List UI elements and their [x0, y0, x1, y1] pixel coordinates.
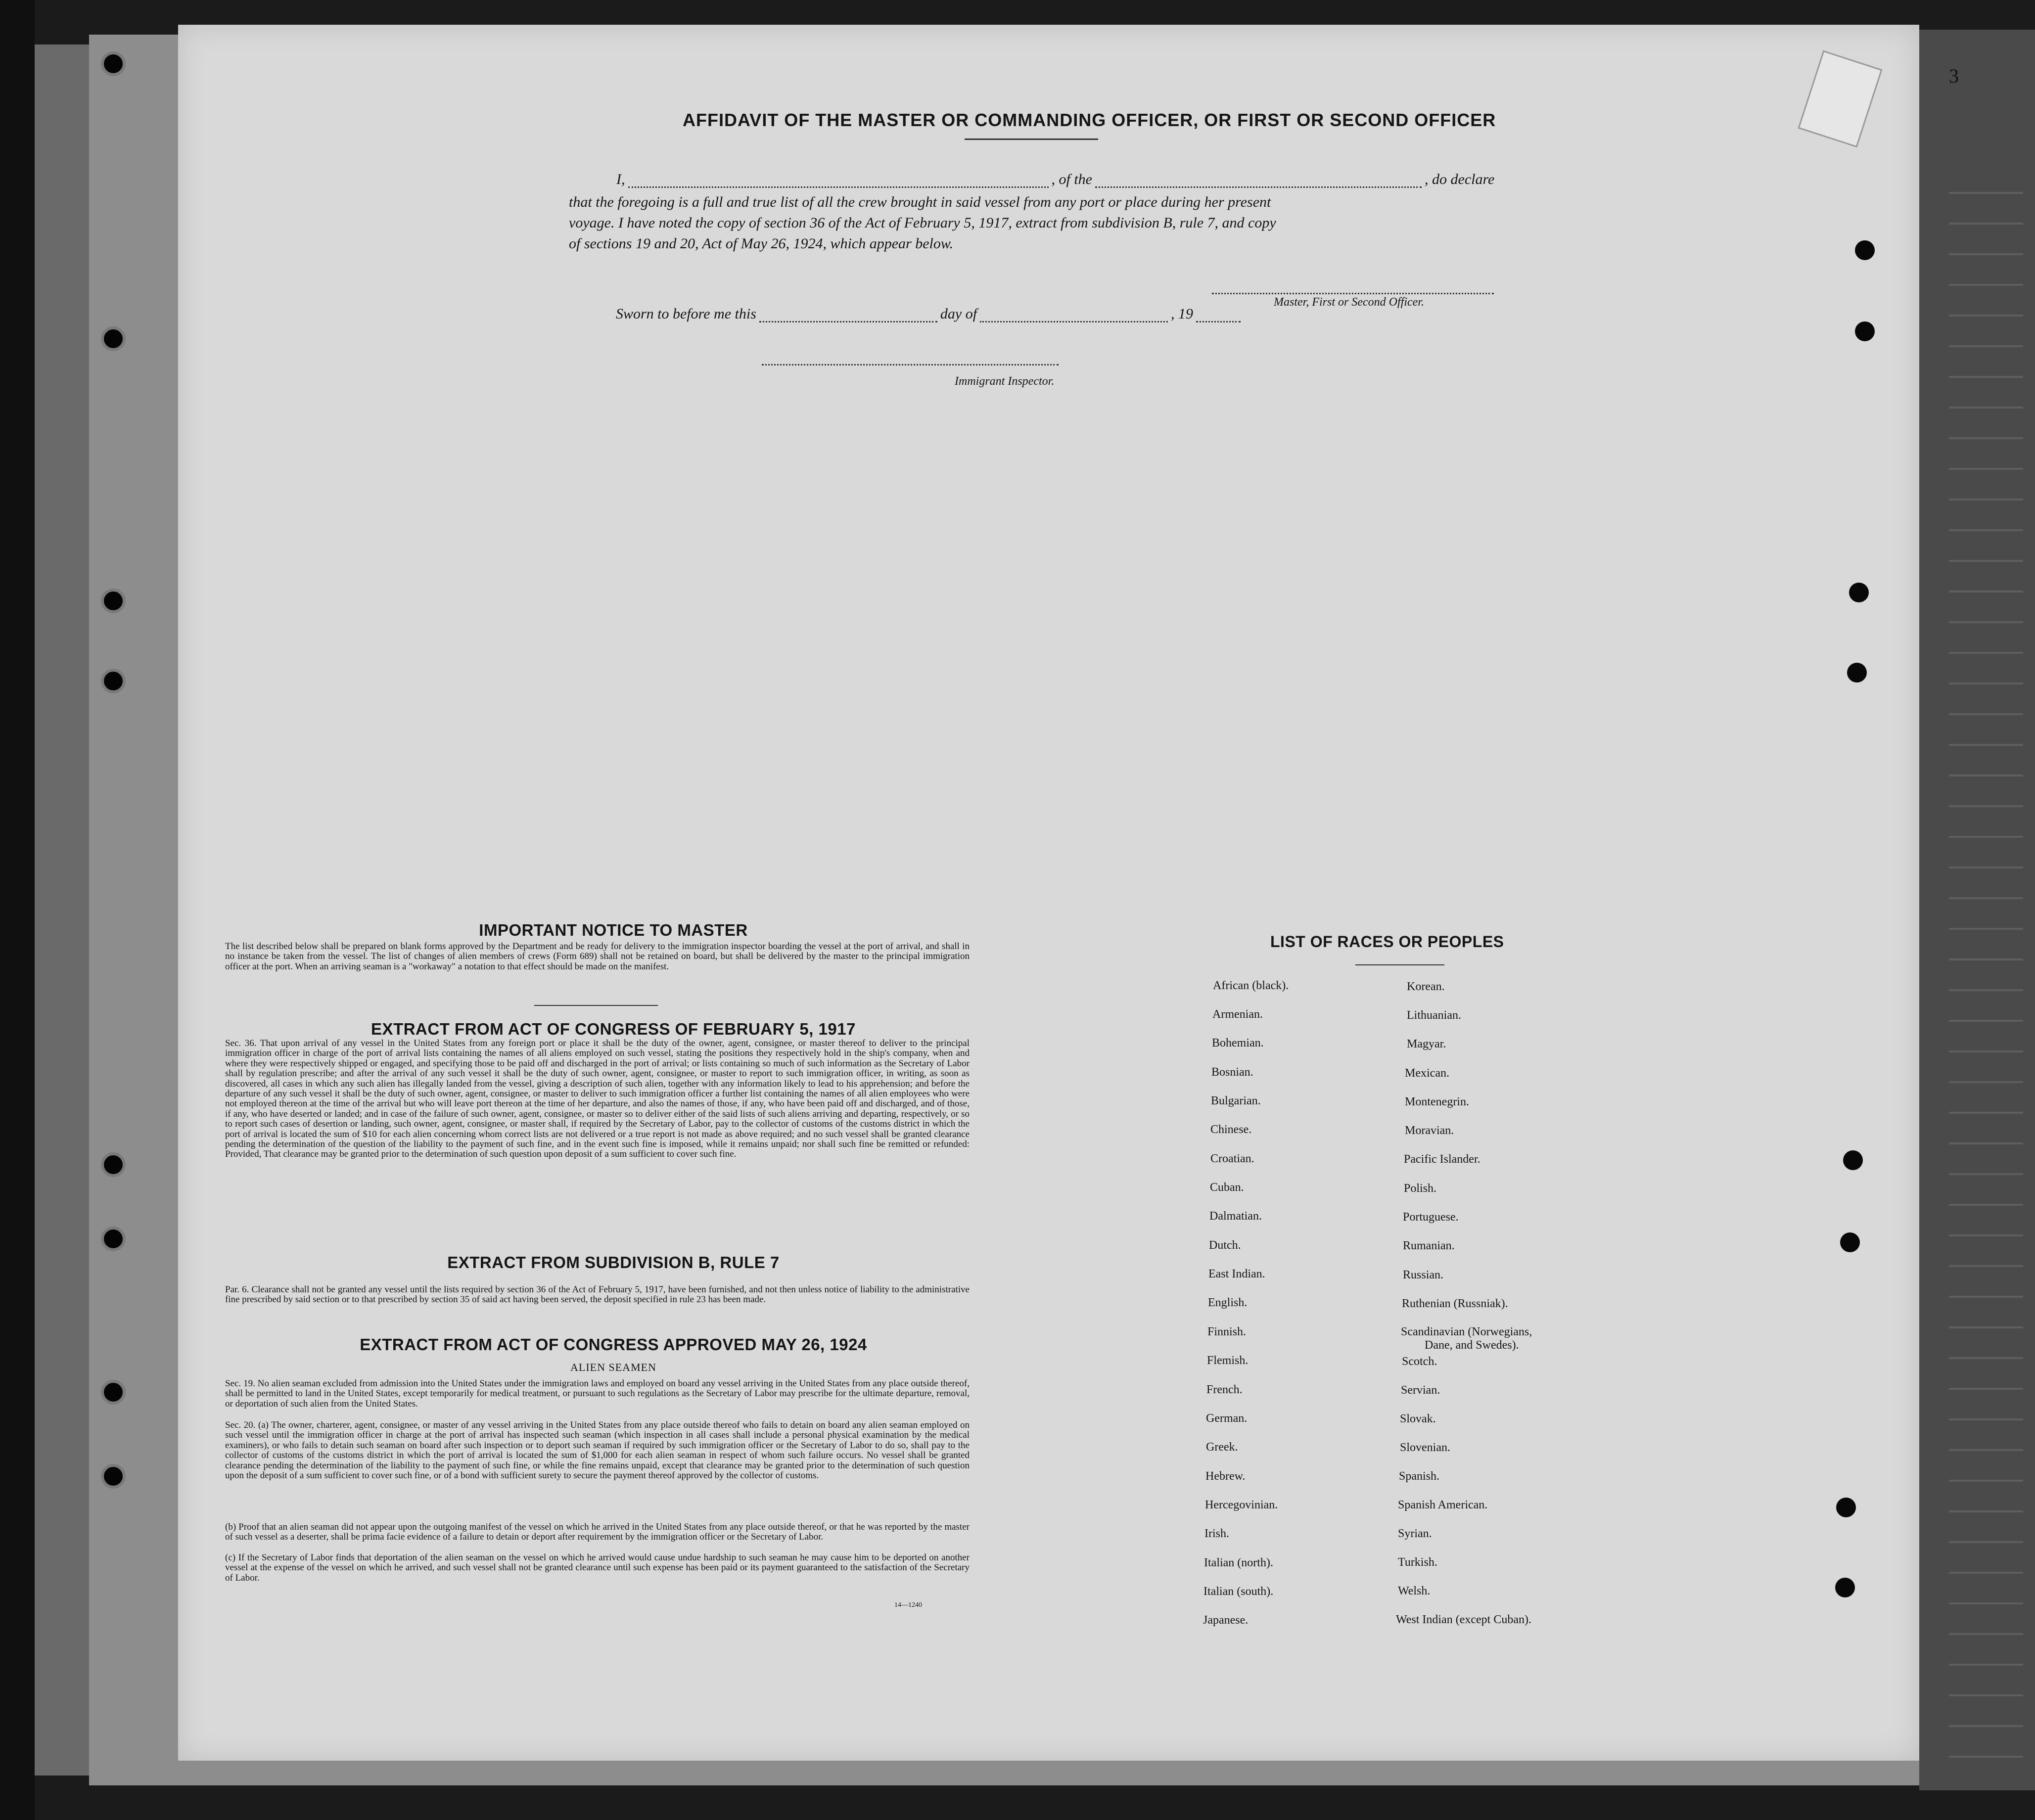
race-item: Dutch. — [1209, 1239, 1241, 1252]
race-item: Moravian. — [1405, 1124, 1454, 1137]
binder-hole — [101, 51, 126, 76]
affidavit-declare: , do declare — [1425, 171, 1495, 187]
affidavit-i: I, — [616, 171, 625, 187]
race-item: Slovenian. — [1400, 1441, 1450, 1454]
extract-1917-body: Sec. 36. That upon arrival of any vessel in the United States from any foreign port or place it shall be the duty of the owner, agent, consignee, or master thereof to deliver to the principal immigration officer in charge of the port of arrival lists containing the names of all aliens employed on such vessel, stating the positions they respectively hold in the ship's company, when and where they were respectively shipped or engaged, and specifying those to be paid off and discharged in the port of arrival; or lists containing so much of such information as the Secretary of Labor shall by regulation prescribe; and after the arrival of any such vessel it shall be the duty of such owner, agent, consignee, or master to report to such immigration officer, in writing, as soon as discovered, all cases in which any such alien has illegally landed from the vessel, giving a description of such alien, together with any information likely to lead to his apprehension; and before the departure of any such vessel it shall be the duty of such owner, agent, consignee, or master to deliver to such immigration officer a further list containing the names of all alien employees who were not employed thereon at the time of the arrival but who will leave port thereon at the time of her departure, and also the names of those, if any, who have been paid off and discharged, and of those, if any, who have deserted or landed; and in case of the failure of such owner, agent, consignee, or master so to deliver either of the said lists of such aliens arriving and departing, respectively, or so to report such cases of desertion or landing, such owner, agent, consignee, or master shall, if required by the Secretary of Labor, pay to the collector of customs of the customs district in which the port of arrival is located the sum of $10 for each alien concerning whom correct lists are not delivered or a true report is not made as above required; and no such vessel shall be granted clearance pending the determination of the question of the liability to the payment of such fine, and in the event such fine is imposed, while it remains unpaid; nor shall such fine be remitted or refunded: Provided, That clearance may be granted prior to the determination of such question upon deposit of a sum sufficient to cover such fine. — [225, 1038, 970, 1160]
race-item: Italian (north). — [1204, 1556, 1273, 1569]
extract-1924-sec20c: (c) If the Secretary of Labor finds that deportation of the alien seaman on the vessel on which he arrived would cause undue hardship to such seaman he may cause him to be deported on another vessel at the expense of the vessel on which he arrived, and such vessel shall not be granted clearance until such expense has been paid or its payment guaranteed to the satisfaction of the Secretary of Labor. — [225, 1552, 970, 1583]
race-item: Scandinavian (Norwegians, — [1401, 1325, 1532, 1338]
race-item: German. — [1206, 1412, 1248, 1425]
extract-rule7-body: Par. 6. Clearance shall not be granted any vessel until the lists required by section 36 of the Act of February 5, 1917, have been furnished, and not then unless notice of liability to the administrative fine prescribed by said section or to that prescribed by section 35 of said act having been served, the deposit specified in rule 23 has been made. — [225, 1284, 970, 1305]
section-rule — [534, 1005, 658, 1006]
affidavit-line-3: voyage. I have noted the copy of section 36 of the Act of February 5, 1917, extract from subdivision B, rule 7, and copy — [569, 215, 1276, 231]
race-item: Japanese. — [1203, 1614, 1249, 1627]
inspector-caption: Immigrant Inspector. — [955, 375, 1055, 388]
sworn-year: , 19 — [1171, 306, 1194, 322]
race-item: Syrian. — [1398, 1527, 1432, 1540]
sworn-year-blank[interactable] — [1196, 307, 1241, 322]
race-item: Scotch. — [1402, 1355, 1437, 1368]
race-item: Dalmatian. — [1209, 1210, 1262, 1223]
race-item: East Indian. — [1208, 1268, 1265, 1280]
race-item: Irish. — [1204, 1527, 1229, 1540]
sworn-day-of: day of — [940, 306, 977, 322]
punch-hole — [1843, 1150, 1863, 1170]
alien-seamen-subtitle: ALIEN SEAMEN — [570, 1361, 656, 1373]
ruled-page-edge — [1949, 163, 2023, 1771]
race-item: Ruthenian (Russniak). — [1402, 1297, 1508, 1310]
notice-body: The list described below shall be prepared on blank forms approved by the Department and be ready for delivery to the immigration inspector boarding the vessel at the port of arrival, and shall in no instance be taken from the vessel. The list of changes of alien members of crews (Form 689) shall not be retained on board, but shall be delivered by the master to the principal immigration officer at the port. When an arriving seaman is a "workaway" a notation to that effect should be made on the manifest. — [225, 941, 970, 972]
race-item: Rumanian. — [1403, 1239, 1455, 1252]
race-item: African (black). — [1213, 979, 1289, 992]
binder-strip — [35, 45, 89, 1775]
master-signature-caption: Master, First or Second Officer. — [1274, 296, 1424, 309]
binder-left-edge — [0, 0, 35, 1820]
binder-hole — [101, 1152, 126, 1177]
affidavit-line-2: that the foregoing is a full and true list of all the crew brought in said vessel from any port or place during her present — [569, 194, 1271, 210]
race-item: Mexican. — [1405, 1067, 1449, 1080]
race-item: Croatian. — [1210, 1152, 1254, 1165]
race-item: Hercegovinian. — [1205, 1499, 1278, 1511]
notice-title: IMPORTANT NOTICE TO MASTER — [479, 921, 748, 939]
master-signature-line[interactable] — [1212, 292, 1494, 294]
binder-hole — [101, 589, 126, 613]
race-item: Slovak. — [1400, 1412, 1436, 1425]
extract-1924-title: EXTRACT FROM ACT OF CONGRESS APPROVED MAY 26, 1924 — [360, 1335, 867, 1354]
binder-hole — [101, 669, 126, 693]
race-item: Portuguese. — [1403, 1211, 1459, 1224]
vessel-blank[interactable] — [1095, 173, 1422, 188]
sworn-month-blank[interactable] — [980, 307, 1168, 322]
race-item: Flemish. — [1207, 1354, 1249, 1367]
binder-hole — [101, 326, 126, 351]
race-item: Armenian. — [1212, 1008, 1263, 1021]
race-item: Greek. — [1206, 1441, 1238, 1454]
race-item: Magyar. — [1407, 1038, 1446, 1050]
document-sheet — [178, 25, 1919, 1761]
extract-rule7-title: EXTRACT FROM SUBDIVISION B, RULE 7 — [447, 1253, 780, 1272]
extract-1924-sec20b: (b) Proof that an alien seaman did not appear upon the outgoing manifest of the vessel on which he arrived in the United States from any place outside thereof, or that he was reported by the master of such vessel as a deserter, shall be prima facie evidence of a failure to detain or deport after requirement by the immigration officer or the Secretary of Labor. — [225, 1522, 970, 1543]
race-item: Montenegrin. — [1405, 1095, 1469, 1108]
race-item: Spanish. — [1399, 1470, 1440, 1483]
punch-hole — [1840, 1232, 1860, 1252]
race-item: Italian (south). — [1203, 1585, 1274, 1598]
extract-1924-sec19: Sec. 19. No alien seaman excluded from admission into the United States under the immigration laws and employed on board any vessel arriving in the United States from any place outside thereof, shall be permitted to land in the United States, except temporarily for medical treatment, or pursuant to such regulations as the Secretary of Labor may prescribe for the ultimate departure, removal, or deportation of such alien from the United States. — [225, 1378, 970, 1409]
affidavit-line-1 — [616, 171, 1494, 188]
punch-hole — [1836, 1498, 1856, 1517]
race-item: Lithuanian. — [1407, 1009, 1461, 1022]
race-item: Turkish. — [1398, 1556, 1437, 1569]
race-item: Welsh. — [1398, 1585, 1431, 1597]
race-item: Spanish American. — [1398, 1499, 1488, 1511]
races-title: LIST OF RACES OR PEOPLES — [1270, 933, 1504, 951]
punch-hole — [1855, 240, 1875, 260]
race-item: French. — [1206, 1383, 1243, 1396]
race-item: Cuban. — [1210, 1181, 1244, 1194]
extract-1924-sec20a: Sec. 20. (a) The owner, charterer, agent, consignee, or master of any vessel arriving in the United States from any place outside thereof who fails to detain on board any alien seaman employed on such vessel until the immigration officer in charge at the port of arrival has inspected such seaman (which inspection in all cases shall include a personal physical examination by the medical examiners), or who fails to detain such seaman on board after such inspection or to deport such seaman if required by such immigration officer or the Secretary of Labor to do so, shall pay to the collector of customs of the customs district in which the port of arrival is located the sum of $1,000 for each alien seaman in respect of whom such failure occurs. No vessel shall be granted clearance pending the determination of the liability to the payment of such fine, or while the fine remains unpaid, except that clearance may be granted prior to the determination of such question upon the deposit of a sum sufficient to cover such fine, or of a bond with sufficient surety to secure the payment thereof approved by the collector of customs. — [225, 1420, 970, 1481]
punch-hole — [1849, 583, 1869, 602]
race-item: Polish. — [1404, 1182, 1437, 1195]
binder-hole — [101, 1227, 126, 1251]
punch-hole — [1847, 663, 1867, 682]
races-title-rule — [1355, 964, 1444, 965]
title-rule — [965, 138, 1098, 140]
binder-hole — [101, 1380, 126, 1405]
race-item: Servian. — [1401, 1384, 1440, 1397]
affidavit-line-4: of sections 19 and 20, Act of May 26, 1924, which appear below. — [569, 235, 954, 252]
form-number: 14—1240 — [894, 1601, 922, 1609]
race-item: West Indian (except Cuban). — [1396, 1613, 1531, 1626]
race-item: Korean. — [1407, 980, 1445, 993]
sworn-day-blank[interactable] — [759, 307, 937, 322]
punch-hole — [1855, 321, 1875, 341]
affidavit-of-the: , of the — [1051, 171, 1092, 187]
race-item: English. — [1208, 1296, 1248, 1309]
race-item: Chinese. — [1210, 1123, 1252, 1136]
race-item: Dane, and Swedes). — [1425, 1339, 1519, 1352]
extract-1917-title: EXTRACT FROM ACT OF CONGRESS OF FEBRUARY 5, 1917 — [371, 1020, 856, 1038]
inspector-signature-line[interactable] — [762, 363, 1059, 365]
punch-hole — [1835, 1578, 1855, 1597]
sworn-prefix: Sworn to before me this — [616, 306, 756, 322]
page-marker: 3 — [1949, 65, 1959, 87]
affidavit-title: AFFIDAVIT OF THE MASTER OR COMMANDING OFFICER, OR FIRST OR SECOND OFFICER — [683, 110, 1496, 130]
name-blank[interactable] — [628, 173, 1049, 188]
race-item: Bohemian. — [1212, 1037, 1264, 1049]
race-item: Pacific Islander. — [1404, 1153, 1480, 1166]
race-item: Hebrew. — [1205, 1470, 1246, 1483]
binder-hole — [101, 1464, 126, 1489]
sworn-line — [616, 306, 1244, 322]
race-item: Finnish. — [1207, 1325, 1247, 1338]
race-item: Bosnian. — [1211, 1066, 1253, 1079]
race-item: Russian. — [1403, 1269, 1444, 1281]
race-item: Bulgarian. — [1211, 1094, 1261, 1107]
